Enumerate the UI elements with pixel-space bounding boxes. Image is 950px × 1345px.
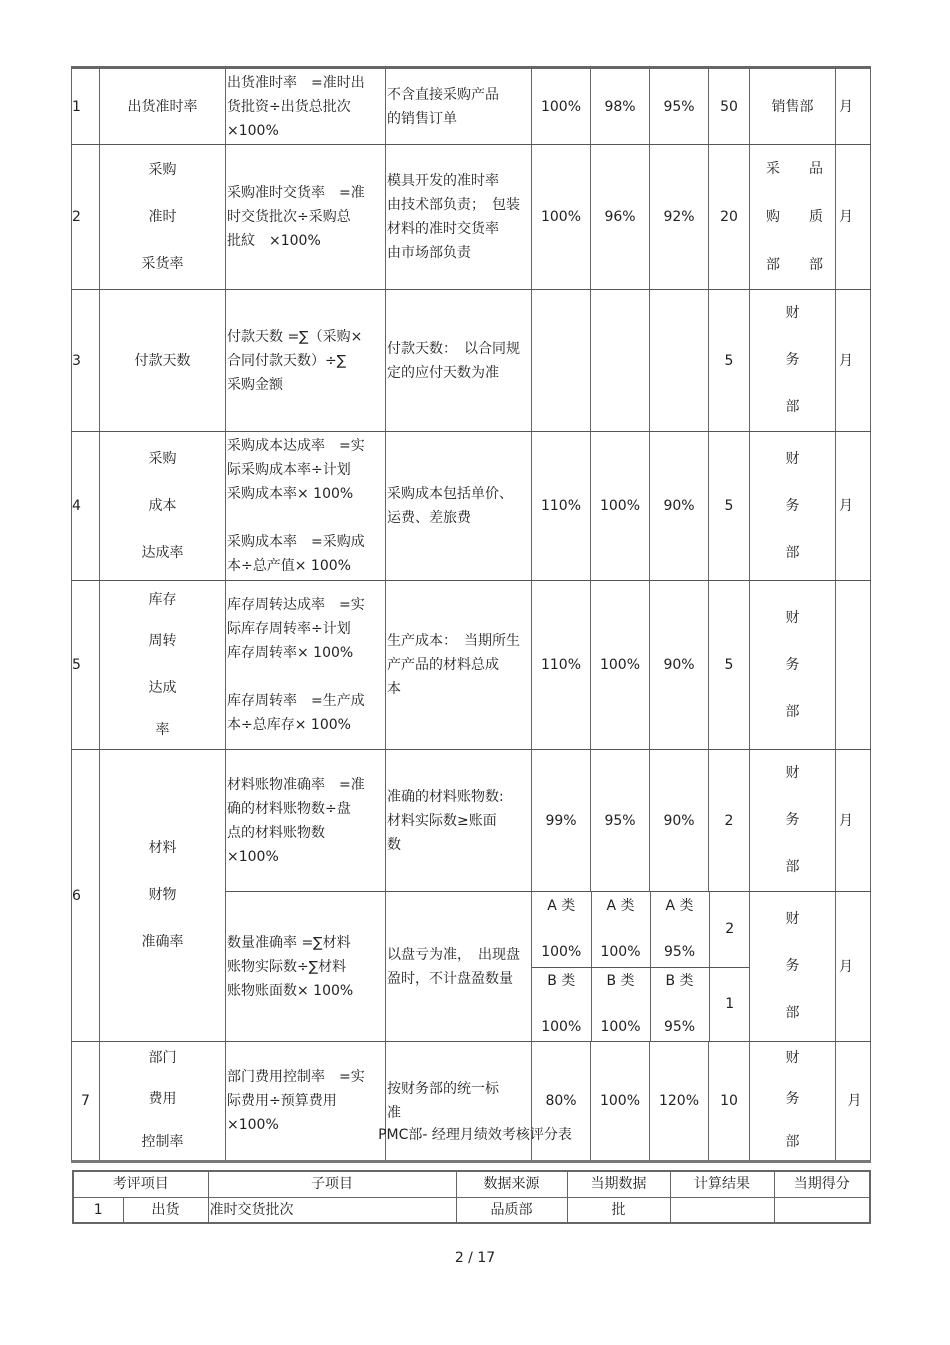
row-number: 1 [72, 68, 100, 145]
target-value-2: 100% [591, 1042, 650, 1162]
kpi-item: 采购 准时 采货率 [100, 145, 226, 290]
weight: 5 [709, 432, 750, 581]
kpi-item: 材料 财物 准确率 [100, 750, 226, 1042]
kpi-formula: 材料账物准确率 =准 确的材料账物数÷盘 点的材料账物数 ×100% [226, 750, 386, 892]
header-cell: 当期得分 [774, 1171, 870, 1197]
data-department: 财 务 部 [750, 581, 836, 750]
grade-a-value-2: A 类 100% [591, 892, 650, 967]
score-table [72, 1170, 871, 1224]
header-cell: 当期数据 [567, 1171, 670, 1197]
data-department: 财 务 部 [750, 432, 836, 581]
kpi-item: 部门 费用 控制率 [100, 1042, 226, 1162]
table-row [72, 290, 871, 432]
target-value-3: 120% [650, 1042, 709, 1162]
data-department: 财 务 部 [750, 750, 836, 892]
target-value-2: 100% [591, 432, 650, 581]
target-value-2: 95% [591, 750, 650, 892]
kpi-formula: 出货准时率 =准时出 货批资÷出货总批次 ×100% [226, 68, 386, 145]
result-cell [670, 1197, 774, 1223]
data-department: 财 务 部 [750, 1042, 836, 1162]
assessment-cycle: 月 [836, 145, 871, 290]
data-department: 采 品 购 质 部 部 [750, 145, 836, 290]
kpi-formula: 采购成本达成率 =实 际采购成本率÷计划 采购成本率× 100% 采购成本率 =采购成 本÷总产值× 100% [226, 432, 386, 581]
grade-b-value-3: B 类 95% [650, 967, 709, 1041]
table-row [72, 145, 871, 290]
table-row [72, 581, 871, 750]
target-value-3: 95% [650, 68, 709, 145]
data-department: 财 务 部 [750, 290, 836, 432]
kpi-formula: 库存周转达成率 =实 际库存周转率÷计划 库存周转率× 100% 库存周转率 =生产成 本÷总库存× 100% [226, 581, 386, 750]
target-value-1: 100% [532, 145, 591, 290]
kpi-formula: 采购准时交货率 =准 时交货批次÷采购总 批紋 ×100% [226, 145, 386, 290]
weight: 50 [709, 68, 750, 145]
kpi-item: 库存 周转 达成 率 [100, 581, 226, 750]
target-value-2: 100% [591, 581, 650, 750]
grade-a-value-3: A 类 95% [650, 892, 709, 967]
target-value-2: 98% [591, 68, 650, 145]
score-cell [774, 1197, 870, 1223]
assessment-cycle: 月 [836, 750, 871, 892]
target-value-1 [532, 290, 591, 432]
table-header-row [73, 1171, 870, 1197]
grade-a-value-1: A 类 100% [532, 892, 591, 967]
grade-b-value-1: B 类 100% [532, 967, 591, 1041]
source-cell: 品质部 [456, 1197, 567, 1223]
assessment-cycle: 月 [836, 892, 871, 1042]
data-cell: 批 [567, 1197, 670, 1223]
kpi-item: 出货准时率 [100, 68, 226, 145]
header-cell: 考评项目 [73, 1171, 208, 1197]
data-department: 销售部 [750, 68, 836, 145]
assessment-cycle: 月 [836, 432, 871, 581]
kpi-remark: 付款天数： 以合同规 定的应付天数为准 [386, 290, 532, 432]
table-row [72, 432, 871, 581]
kpi-remark: 不含直接采购产品 的销售订单 [386, 68, 532, 145]
table-row [72, 750, 871, 892]
weight: 10 [709, 1042, 750, 1162]
header-cell: 计算结果 [670, 1171, 774, 1197]
row-number: 4 [72, 432, 100, 581]
row-number: 3 [72, 290, 100, 432]
kpi-table [71, 66, 871, 1163]
target-value-2 [591, 290, 650, 432]
kpi-remark: 以盘亏为准， 出现盘 盈时，不计盘盈数量 [386, 892, 532, 1042]
grade-a-weight: 2 [709, 892, 750, 967]
target-value-3: 90% [650, 581, 709, 750]
target-value-3: 90% [650, 432, 709, 581]
kpi-remark: 采购成本包括单价、 运费、差旅费 [386, 432, 532, 581]
weight: 2 [709, 750, 750, 892]
row-number: 2 [72, 145, 100, 290]
kpi-formula: 数量准确率 =∑材料 账物实际数÷∑材料 账物账面数× 100% [226, 892, 386, 1042]
grade-b-value-2: B 类 100% [591, 967, 650, 1041]
target-value-3: 90% [650, 750, 709, 892]
header-cell: 数据来源 [456, 1171, 567, 1197]
target-value-2: 96% [591, 145, 650, 290]
target-value-1: 100% [532, 68, 591, 145]
row-number: 1 [73, 1197, 123, 1223]
grade-b-weight: 1 [709, 967, 750, 1041]
assessment-cycle: 月 [836, 290, 871, 432]
kpi-remark: 按财务部的统一标 准 [386, 1042, 532, 1162]
page-number: 2 / 17 [454, 1250, 496, 1266]
table-row [72, 68, 871, 145]
kpi-item: 采购 成本 达成率 [100, 432, 226, 581]
header-cell: 子项目 [208, 1171, 456, 1197]
kpi-remark: 准确的材料账物数: 材料实际数≥账面 数 [386, 750, 532, 892]
sub-item-cell: 准时交货批次 [208, 1197, 456, 1223]
kpi-remark: 模具开发的准时率 由技术部负责； 包装 材料的准时交货率 由市场部负责 [386, 145, 532, 290]
weight: 20 [709, 145, 750, 290]
weight: 5 [709, 581, 750, 750]
kpi-item: 付款天数 [100, 290, 226, 432]
target-value-1: 110% [532, 432, 591, 581]
assessment-cycle: 月 [836, 1042, 871, 1162]
kpi-formula: 付款天数 =∑（采购× 合同付款天数）÷∑ 采购金额 [226, 290, 386, 432]
kpi-remark: 生产成本： 当期所生 产产品的材料总成 本 [386, 581, 532, 750]
data-department: 财 务 部 [750, 892, 836, 1042]
row-number: 6 [72, 750, 100, 1042]
table-row [73, 1197, 870, 1223]
target-value-3: 92% [650, 145, 709, 290]
category-cell: 出货 [123, 1197, 208, 1223]
row-number: 5 [72, 581, 100, 750]
grade-targets [532, 892, 750, 1042]
assessment-cycle: 月 [836, 68, 871, 145]
target-value-1: 110% [532, 581, 591, 750]
weight: 5 [709, 290, 750, 432]
assessment-cycle [836, 581, 871, 750]
target-value-1: 99% [532, 750, 591, 892]
row-number: 7 [72, 1042, 100, 1162]
kpi-formula: 部门费用控制率 =实 际费用÷预算费用 ×100% [226, 1042, 386, 1162]
section-title: PMC部- 经理月绩效考核评分表 [378, 1127, 572, 1143]
target-value-1: 80% [532, 1042, 591, 1162]
target-value-3 [650, 290, 709, 432]
